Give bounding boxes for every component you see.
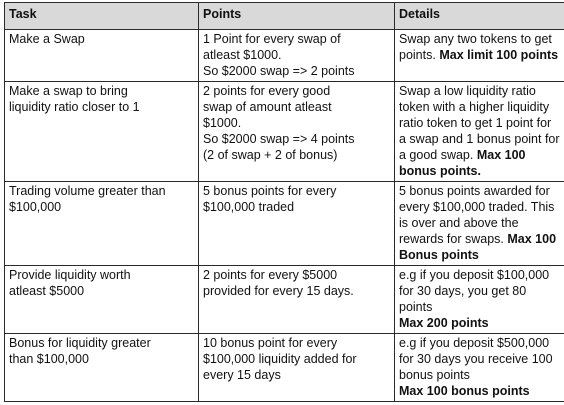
task-line: than $100,000 (9, 352, 89, 367)
points-line: $100,000 traded (203, 200, 295, 215)
details-line: is over and above the (399, 216, 519, 231)
details-text: a good swap. (399, 147, 474, 162)
details-limit: Max limit 100 points (439, 48, 559, 62)
table-row (5, 182, 564, 266)
points-line: 2 points for every good (203, 83, 331, 98)
task-line: Make a swap to bring (9, 83, 128, 98)
task-cell (5, 30, 199, 82)
task-line: Provide liquidity worth (9, 268, 131, 283)
task-line: $100,000 (9, 200, 62, 215)
points-line: $100,000 liquidity added for (203, 352, 357, 367)
details-text: points. (399, 48, 436, 62)
details-line: Swap a low liquidity ratio (399, 83, 536, 98)
details-line: for 30 days, you get 80 (399, 284, 527, 299)
points-line: 2 points for every $5000 (203, 268, 338, 283)
header-task: Task (5, 3, 199, 30)
details-line: 5 bonus points awarded for (399, 184, 550, 199)
points-line: So $2000 swap => 4 points (203, 131, 355, 146)
details-limit: bonus points. (399, 163, 481, 178)
task-line: atleast $5000 (9, 284, 85, 299)
table-row (5, 81, 564, 181)
details-line: bonus points (399, 368, 470, 383)
details-line: a swap and 1 bonus point for (399, 131, 560, 146)
points-cell (199, 81, 395, 181)
header-details: Details (395, 3, 564, 30)
details-line: Swap any two tokens to get (399, 32, 552, 46)
points-cell (199, 30, 395, 82)
details-line (399, 231, 564, 247)
header-row (5, 3, 564, 30)
task-cell (5, 182, 199, 266)
details-line (399, 47, 564, 63)
details-line (399, 147, 564, 163)
details-cell (395, 266, 564, 334)
header-points: Points (199, 3, 395, 30)
points-line: atleast $1000. (203, 48, 282, 62)
points-line: every 15 days (203, 368, 281, 383)
details-limit: Max 200 points (399, 316, 489, 331)
task-cell (5, 81, 199, 181)
points-line: provided for every 15 days. (203, 284, 354, 299)
points-line: $1000. (203, 115, 242, 130)
details-limit: Max 100 (476, 147, 526, 162)
details-limit: Bonus points (399, 248, 479, 263)
details-line: e.g if you deposit $500,000 (399, 336, 550, 351)
details-line: every $100,000 traded. This (399, 200, 555, 215)
details-line: e.g if you deposit $100,000 (399, 268, 550, 283)
table-row (5, 30, 564, 82)
points-cell (199, 334, 395, 402)
details-line: ratio token to get 1 point for (399, 115, 552, 130)
details-line: token with a higher liquidity (399, 99, 550, 114)
points-line: So $2000 swap => 2 points (203, 64, 355, 78)
details-cell (395, 81, 564, 181)
rewards-table (4, 2, 564, 402)
details-line: points (399, 300, 433, 315)
details-cell (395, 182, 564, 266)
task-line: liquidity ratio closer to 1 (9, 99, 140, 114)
details-limit: Max 100 bonus points (399, 384, 530, 399)
details-limit: Max 100 (507, 232, 557, 247)
details-cell (395, 30, 564, 82)
points-line: swap of amount atleast (203, 99, 332, 114)
table-row (5, 266, 564, 334)
points-cell (199, 266, 395, 334)
points-line: 5 bonus points for every (203, 184, 337, 199)
task-line: Trading volume greater than (9, 184, 166, 199)
task-line: Bonus for liquidity greater (9, 336, 151, 351)
details-line: for 30 days you receive 100 (399, 352, 553, 367)
task-line: Make a Swap (9, 32, 85, 46)
points-line: 1 Point for every swap of (203, 32, 341, 46)
points-line: 10 bonus point for every (203, 336, 338, 351)
details-text: rewards for swaps. (399, 232, 504, 247)
task-cell (5, 266, 199, 334)
points-line: (2 of swap + 2 of bonus) (203, 147, 338, 162)
details-cell (395, 334, 564, 402)
task-cell (5, 334, 199, 402)
table-row (5, 334, 564, 402)
points-cell (199, 182, 395, 266)
